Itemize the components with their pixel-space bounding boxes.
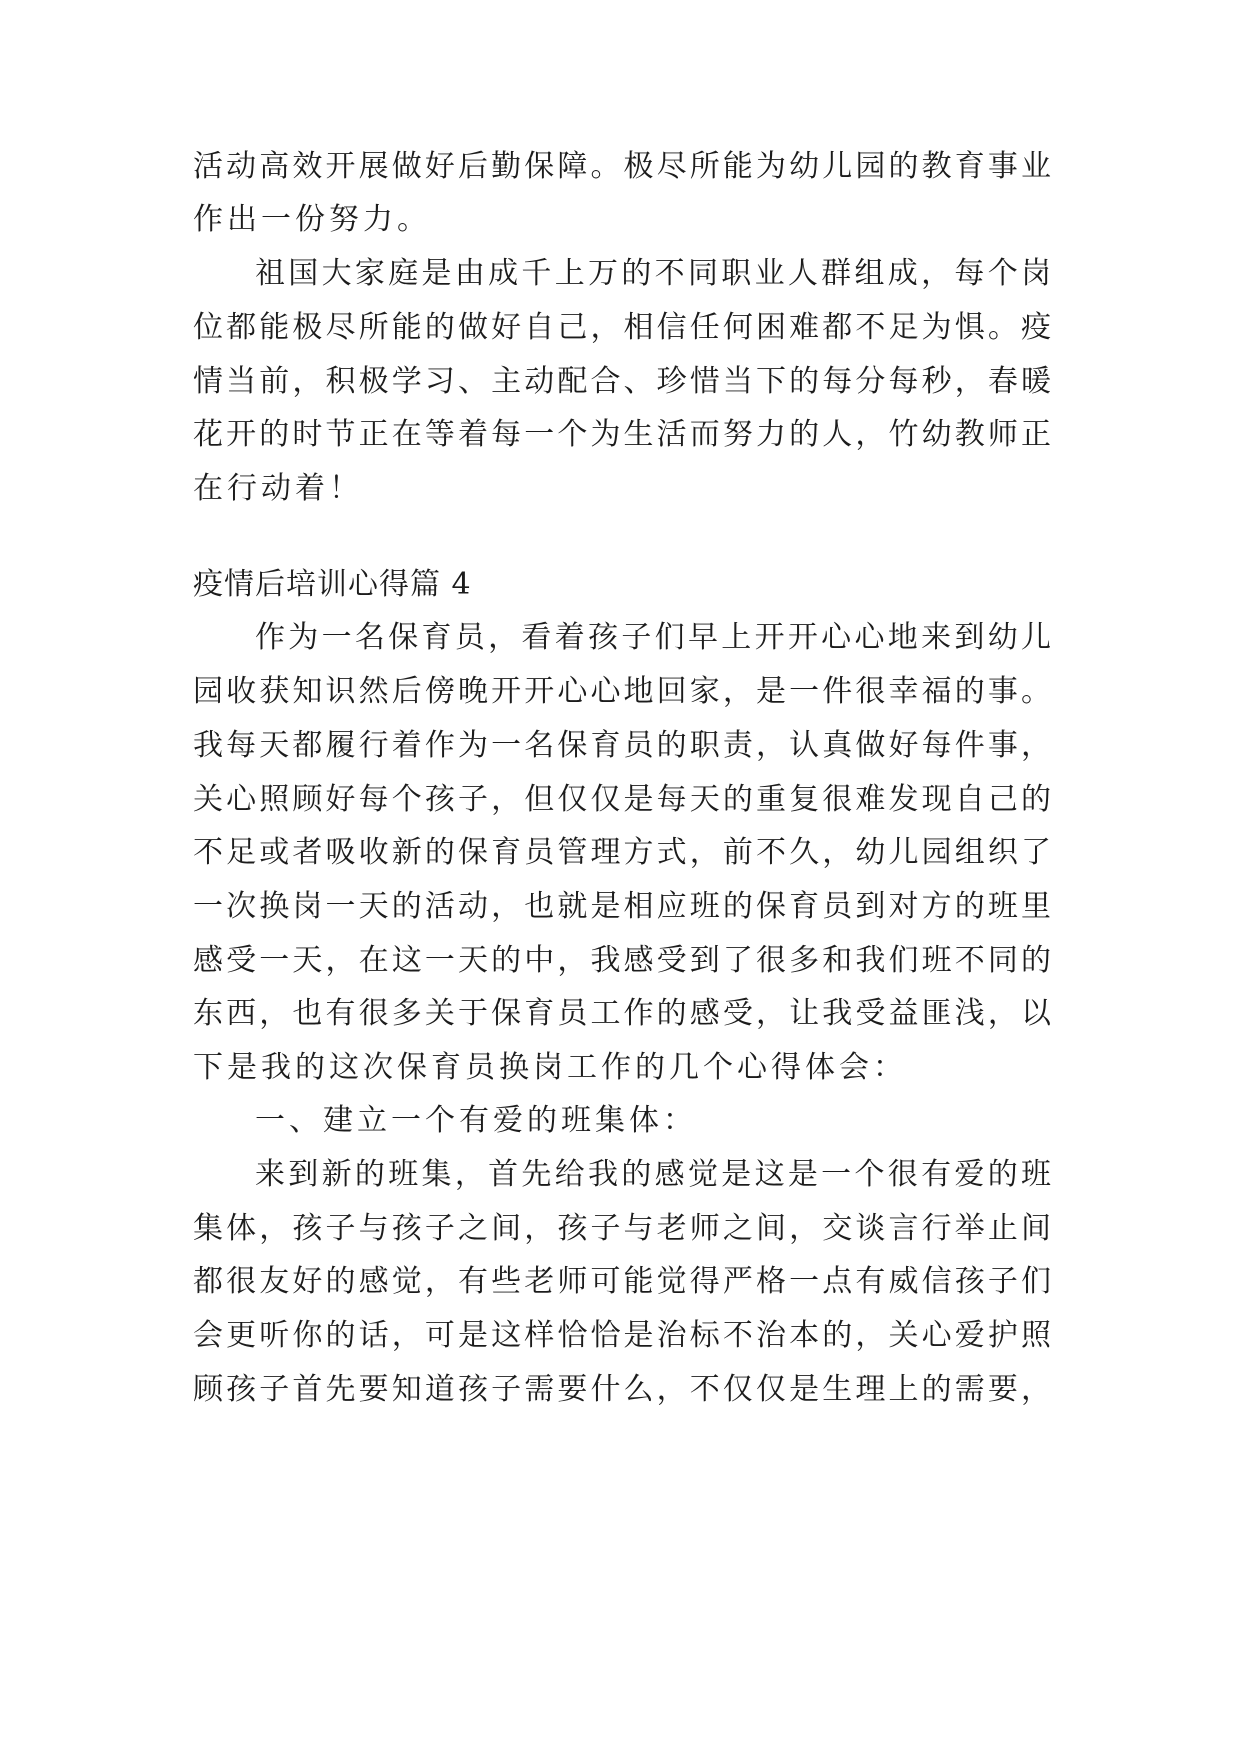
- paragraph-line: 祖国大家庭是由成千上万的不同职业人群组成，每个岗: [255, 256, 1051, 291]
- paragraph-line: 来到新的班集，首先给我的感觉是这是一个很有爱的班: [255, 1157, 1051, 1192]
- paragraph-line: 情当前，积极学习、主动配合、珍惜当下的每分每秒，春暖: [193, 364, 1051, 399]
- paragraph-line: 顾孩子首先要知道孩子需要什么，不仅仅是生理上的需要，: [193, 1372, 1051, 1407]
- paragraph-line: 在行动着！: [193, 471, 363, 506]
- paragraph-line: 下是我的这次保育员换岗工作的几个心得体会：: [193, 1050, 907, 1085]
- paragraph-line: 不足或者吸收新的保育员管理方式，前不久，幼儿园组织了: [193, 835, 1051, 870]
- section-heading: 疫情后培训心得篇 4: [193, 567, 472, 602]
- paragraph-line: 作出一份努力。: [193, 202, 431, 237]
- paragraph-line: 活动高效开展做好后勤保障。极尽所能为幼儿园的教育事业: [193, 149, 1051, 184]
- subsection-heading: 一、建立一个有爱的班集体：: [255, 1103, 697, 1138]
- paragraph-line: 感受一天，在这一天的中，我感受到了很多和我们班不同的: [193, 943, 1051, 978]
- paragraph-line: 东西，也有很多关于保育员工作的感受，让我受益匪浅，以: [193, 996, 1051, 1031]
- paragraph-line: 集体，孩子与孩子之间，孩子与老师之间，交谈言行举止间: [193, 1211, 1051, 1246]
- paragraph-line: 关心照顾好每个孩子，但仅仅是每天的重复很难发现自己的: [193, 782, 1051, 817]
- paragraph-line: 花开的时节正在等着每一个为生活而努力的人，竹幼教师正: [193, 417, 1051, 452]
- paragraph-line: 会更听你的话，可是这样恰恰是治标不治本的，关心爱护照: [193, 1318, 1051, 1353]
- paragraph-line: 都很友好的感觉，有些老师可能觉得严格一点有威信孩子们: [193, 1264, 1051, 1299]
- paragraph-line: 位都能极尽所能的做好自己，相信任何困难都不足为惧。疫: [193, 310, 1051, 345]
- paragraph-line: 我每天都履行着作为一名保育员的职责，认真做好每件事，: [193, 728, 1051, 763]
- paragraph-line: 作为一名保育员，看着孩子们早上开开心心地来到幼儿: [255, 620, 1051, 655]
- paragraph-line: 园收获知识然后傍晚开开心心地回家，是一件很幸福的事。: [193, 674, 1051, 709]
- paragraph-line: 一次换岗一天的活动，也就是相应班的保育员到对方的班里: [193, 889, 1051, 924]
